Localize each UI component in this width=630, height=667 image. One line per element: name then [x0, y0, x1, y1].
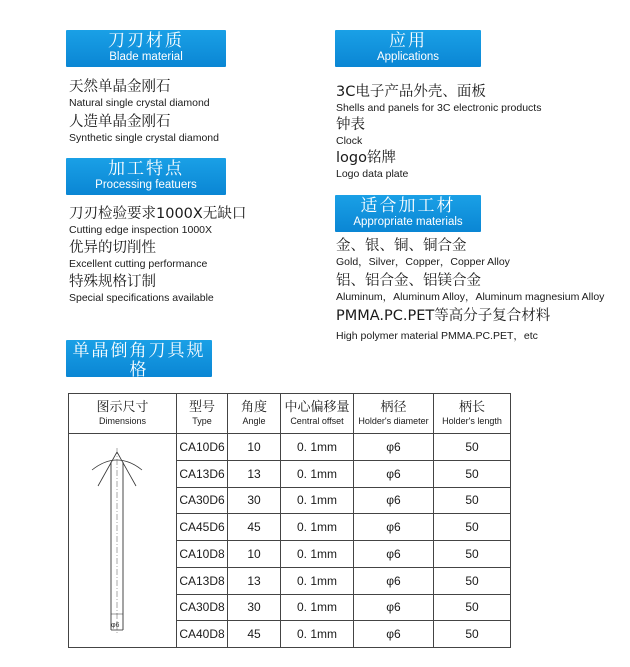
- cell-diameter: φ6: [354, 594, 434, 621]
- cell-diameter: φ6: [354, 434, 434, 461]
- table-row: [69, 434, 511, 461]
- specification-header: [66, 340, 212, 392]
- item-cn: 铝、铝合金、铝镁合金: [336, 273, 481, 289]
- item-cn: PMMA.PC.PET等高分子复合材料: [336, 308, 551, 324]
- cell-offset: 0. 1mm: [281, 487, 354, 514]
- item-cn: 3C电子产品外壳、面板: [336, 84, 486, 100]
- cell-length: 50: [434, 567, 511, 594]
- blade-material-header: [66, 30, 226, 67]
- cell-type: CA10D8: [177, 541, 228, 568]
- processing-item: [69, 206, 246, 237]
- cell-length: 50: [434, 460, 511, 487]
- processing-item: [69, 274, 214, 305]
- processing-title: 加工特点: [108, 159, 184, 179]
- item-en: Special specifications available: [69, 292, 214, 304]
- item-en: Gold，Silver，Copper，Copper Alloy: [336, 256, 510, 268]
- cell-offset: 0. 1mm: [281, 514, 354, 541]
- cell-angle: 30: [228, 487, 281, 514]
- blade-material-subtitle: Blade material: [109, 51, 183, 63]
- materials-title: 适合加工材: [360, 196, 456, 216]
- col-central-offset: 中心偏移量 Central offset: [281, 394, 354, 434]
- item-cn: logo铭牌: [336, 150, 396, 166]
- cell-angle: 13: [228, 460, 281, 487]
- cell-length: 50: [434, 594, 511, 621]
- item-cn: 优异的切削性: [69, 240, 156, 256]
- cell-type: CA45D6: [177, 514, 228, 541]
- processing-subtitle: Processing featuers: [95, 179, 197, 191]
- tool-drawing-icon: [70, 434, 176, 644]
- item-en: High polymer material PMMA.PC.PET，etc: [336, 330, 538, 342]
- cell-length: 50: [434, 541, 511, 568]
- dimension-drawing-cell: [69, 434, 177, 648]
- item-en: Logo data plate: [336, 168, 409, 180]
- cell-type: CA30D8: [177, 594, 228, 621]
- materials-subtitle: Appropriate materials: [353, 216, 463, 228]
- material-item: [336, 273, 604, 304]
- application-item: [336, 84, 541, 115]
- item-en: Natural single crystal diamond: [69, 97, 210, 109]
- applications-title: 应用: [389, 31, 427, 51]
- material-item: [336, 238, 510, 269]
- material-item: [336, 308, 550, 343]
- cell-type: CA40D8: [177, 621, 228, 648]
- cell-type: CA13D8: [177, 567, 228, 594]
- item-en: Cutting edge inspection 1000X: [69, 224, 213, 236]
- item-en: Shells and panels for 3C electronic products: [336, 102, 542, 114]
- item-cn: 人造单晶金刚石: [69, 114, 171, 130]
- item-cn: 天然单晶金刚石: [69, 79, 171, 95]
- cell-length: 50: [434, 487, 511, 514]
- col-dimensions: 图示尺寸 Dimensions: [69, 394, 177, 434]
- cell-diameter: φ6: [354, 567, 434, 594]
- cell-angle: 10: [228, 541, 281, 568]
- cell-length: 50: [434, 621, 511, 648]
- cell-type: CA30D6: [177, 487, 228, 514]
- col-holder-diameter: 柄径 Holder's diameter: [354, 394, 434, 434]
- item-cn: 特殊规格订制: [69, 274, 156, 290]
- cell-angle: 30: [228, 594, 281, 621]
- drawing-diameter-text: φ6: [111, 622, 120, 629]
- blade-material-item: [69, 114, 219, 145]
- cell-type: CA10D6: [177, 434, 228, 461]
- blade-material-title: 刀刃材质: [108, 31, 184, 51]
- processing-item: [69, 240, 207, 271]
- item-cn: 金、银、铜、铜合金: [336, 238, 467, 254]
- col-holder-length: 柄长 Holder's length: [434, 394, 511, 434]
- specification-subtitle: Specification: [106, 380, 172, 392]
- spec-header-row: [69, 394, 511, 434]
- col-type: 型号 Type: [177, 394, 228, 434]
- cell-diameter: φ6: [354, 487, 434, 514]
- cell-offset: 0. 1mm: [281, 434, 354, 461]
- cell-offset: 0. 1mm: [281, 460, 354, 487]
- blade-material-item: [69, 79, 210, 110]
- cell-length: 50: [434, 514, 511, 541]
- cell-offset: 0. 1mm: [281, 567, 354, 594]
- cell-angle: 13: [228, 567, 281, 594]
- item-en: Excellent cutting performance: [69, 258, 208, 270]
- cell-diameter: φ6: [354, 514, 434, 541]
- application-item: [336, 117, 365, 148]
- cell-type: CA13D6: [177, 460, 228, 487]
- specification-title: 单晶倒角刀具规格: [72, 341, 206, 380]
- item-cn: 钟表: [336, 117, 365, 133]
- cell-offset: 0. 1mm: [281, 621, 354, 648]
- spec-table: [68, 393, 511, 648]
- item-en: Aluminum，Aluminum Alloy，Aluminum magnesium Alloy: [336, 291, 605, 303]
- cell-angle: 10: [228, 434, 281, 461]
- cell-length: 50: [434, 434, 511, 461]
- col-angle: 角度 Angle: [228, 394, 281, 434]
- cell-diameter: φ6: [354, 621, 434, 648]
- item-en: Clock: [336, 135, 363, 147]
- applications-subtitle: Applications: [376, 51, 439, 63]
- processing-header: [66, 158, 226, 195]
- applications-header: [335, 30, 481, 67]
- application-item: [336, 150, 408, 181]
- cell-diameter: φ6: [354, 460, 434, 487]
- item-en: Synthetic single crystal diamond: [69, 132, 219, 144]
- cell-angle: 45: [228, 514, 281, 541]
- cell-angle: 45: [228, 621, 281, 648]
- cell-offset: 0. 1mm: [281, 541, 354, 568]
- materials-header: [335, 195, 481, 232]
- cell-diameter: φ6: [354, 541, 434, 568]
- item-cn: 刀刃检验要求1000X无缺口: [69, 206, 247, 222]
- cell-offset: 0. 1mm: [281, 594, 354, 621]
